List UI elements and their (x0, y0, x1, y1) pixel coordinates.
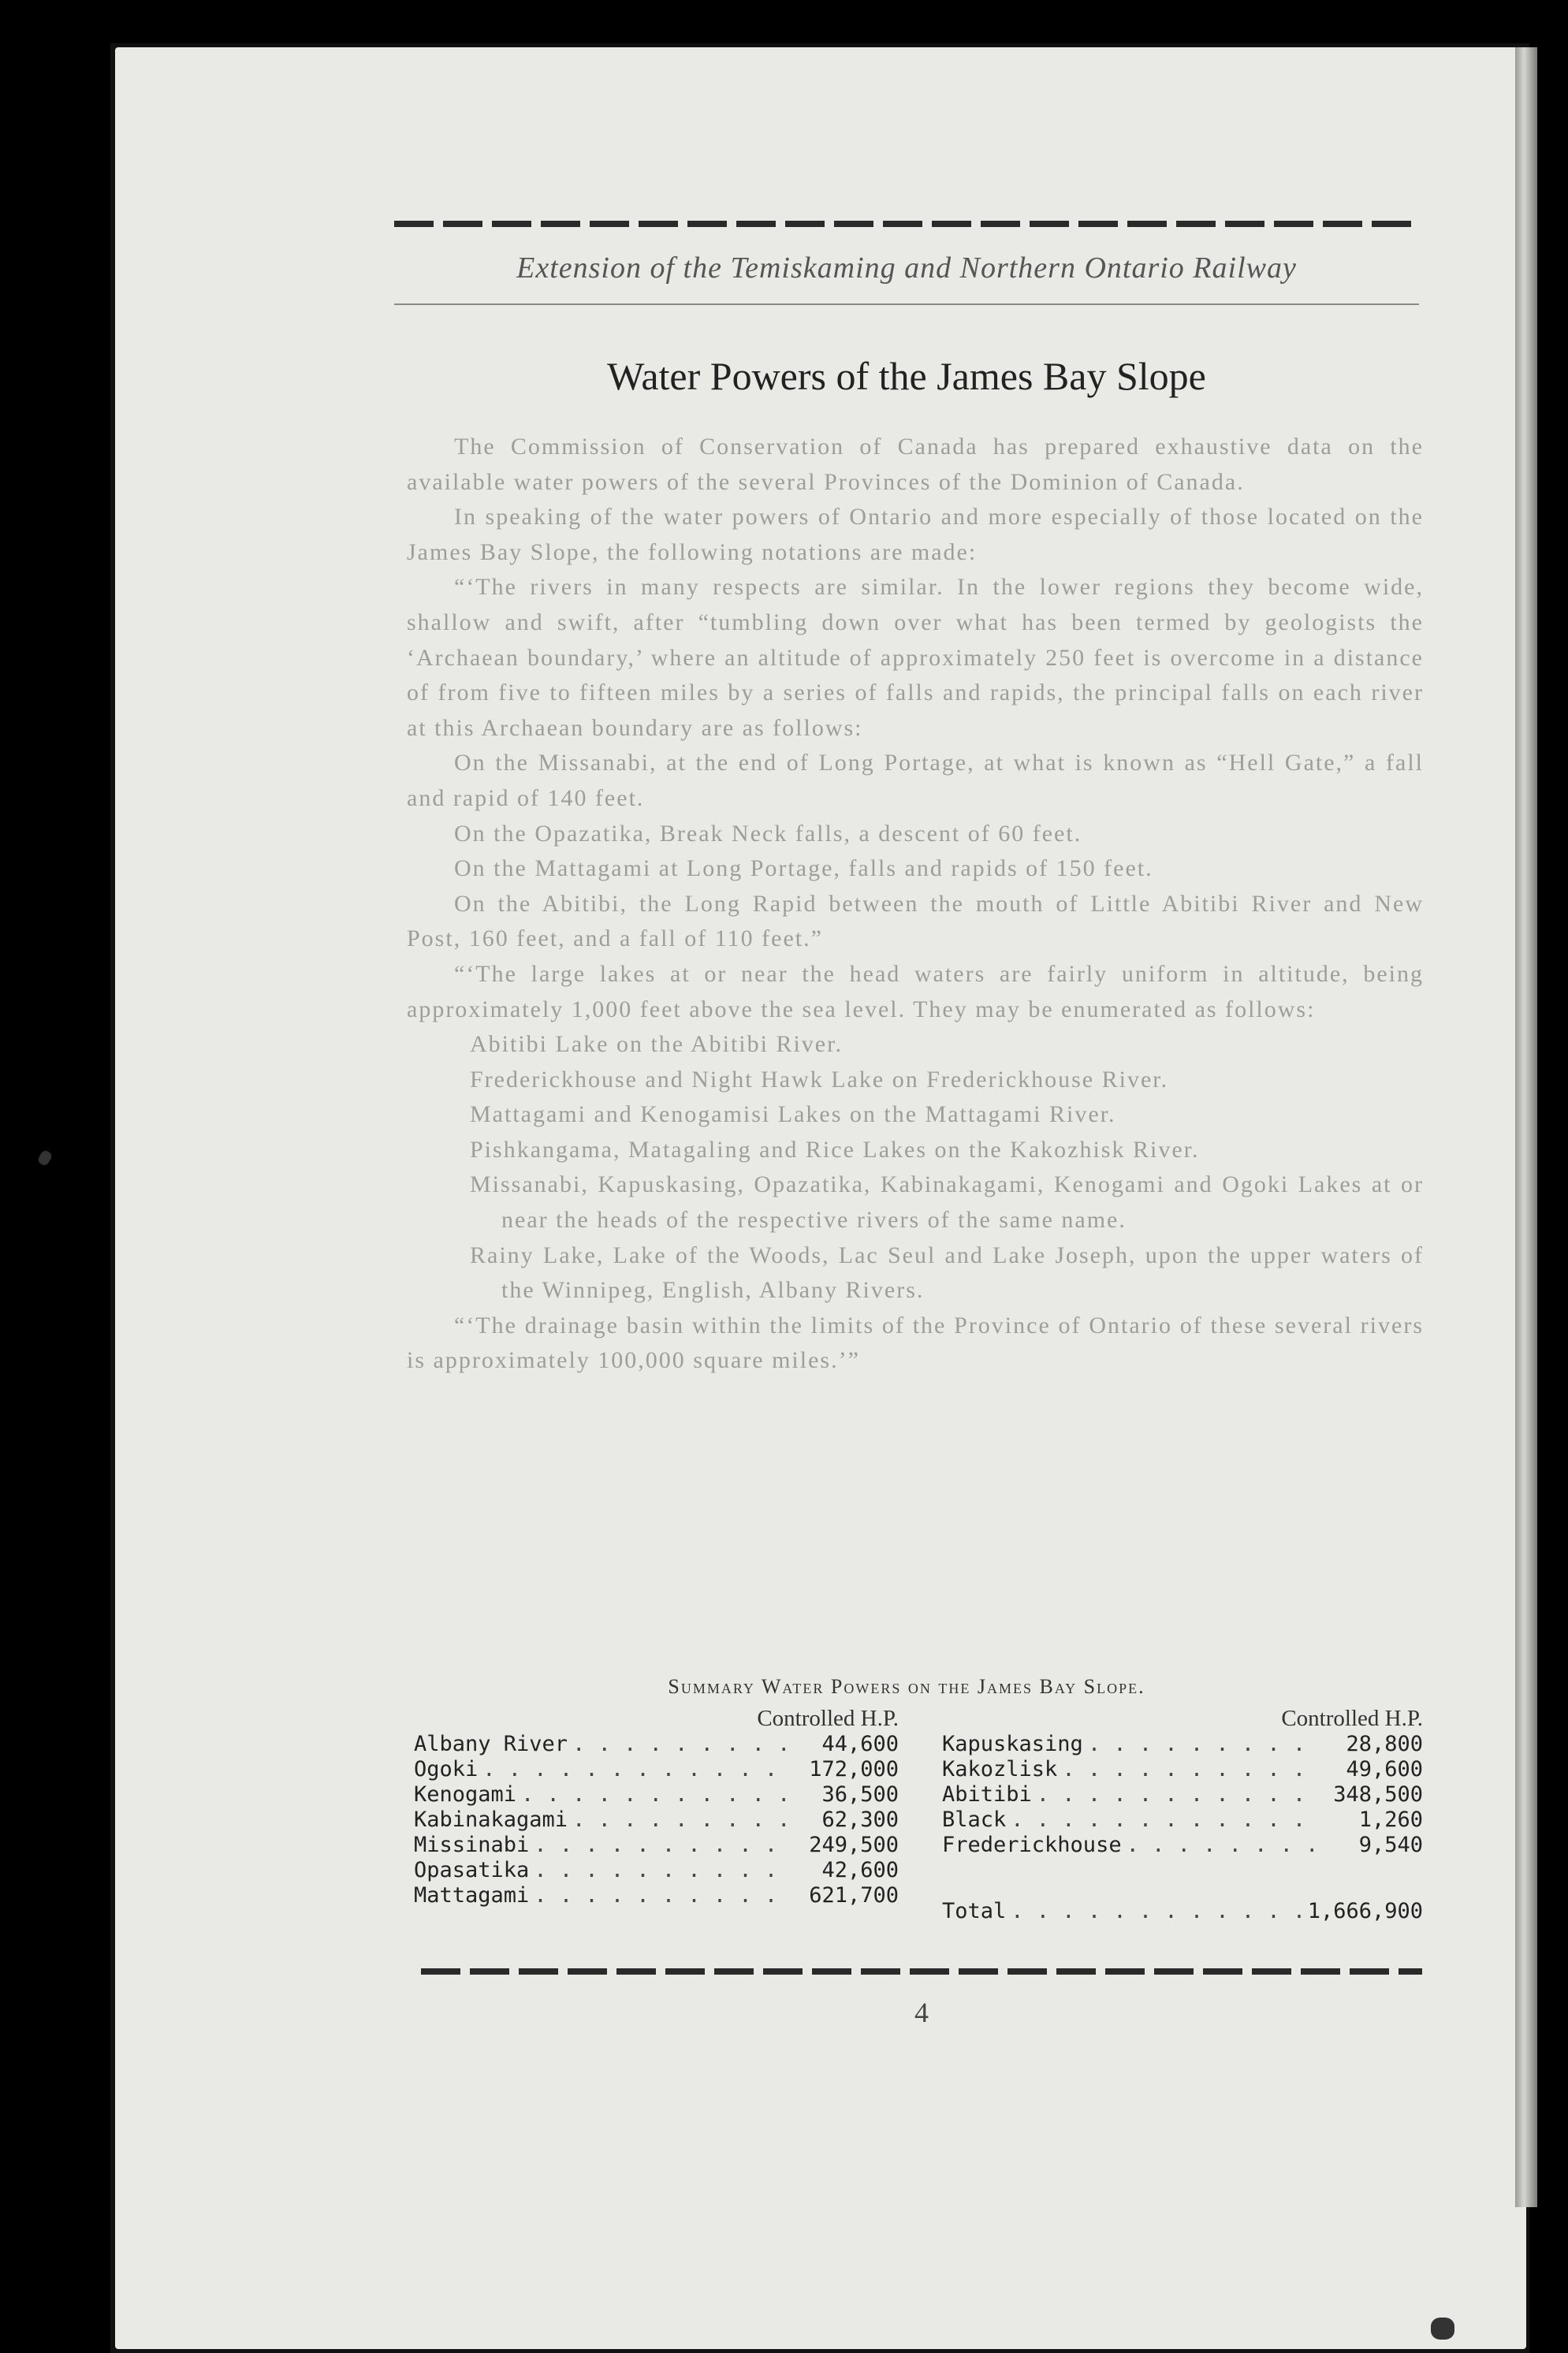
river-name: Kenogami (414, 1782, 517, 1807)
running-header: Extension of the Temiskaming and Northern Ontario Railway (516, 251, 1297, 285)
table-row (942, 1757, 1423, 1782)
table-row (942, 1782, 1423, 1808)
hp-value: 42,600 (821, 1858, 899, 1882)
river-name: Kapuskasing (942, 1732, 1083, 1756)
river-name: Abitibi (942, 1782, 1032, 1807)
bottom-decorative-rule (421, 1968, 1422, 1975)
hp-value: 1,260 (1358, 1808, 1423, 1832)
river-name: Black (942, 1808, 1007, 1832)
table-row (942, 1833, 1423, 1858)
river-name: Mattagami (414, 1883, 530, 1908)
table-row (414, 1808, 899, 1833)
table-row (942, 1808, 1423, 1833)
lake-list-item: Frederickhouse and Night Hawk Lake on Frederickhouse River. (470, 1066, 1169, 1093)
paragraph: On the Mattagami at Long Portage, falls and rapids of 150 feet. (454, 855, 1153, 882)
hp-value: 621,700 (809, 1883, 899, 1908)
hp-value: 49,600 (1346, 1757, 1423, 1782)
lake-list-item: Pishkangama, Matagaling and Rice Lakes on the Kakozhisk River. (470, 1136, 1200, 1163)
river-name: Albany River (414, 1732, 568, 1756)
summary-table-right (942, 1705, 1423, 1924)
table-row (414, 1757, 899, 1782)
hp-value: 9,540 (1358, 1833, 1423, 1857)
article-title: Water Powers of the James Bay Slope (607, 354, 1206, 398)
scan-speck (1431, 2318, 1454, 2340)
river-name: Frederickhouse (942, 1833, 1122, 1857)
hp-value: 249,500 (809, 1833, 899, 1857)
hp-value: 28,800 (1346, 1732, 1423, 1756)
paragraph: The Commission of Conservation of Canada has prepared exhaustive data on the available water powers of the several Provinces of the Dominion of Canada. (407, 434, 1424, 495)
column-header: Controlled H.P. (1281, 1706, 1423, 1731)
paragraph: “‘The large lakes at or near the head waters are fairly uniform in altitude, being approximately 1,000 feet above the sea level. They may be enumerated as follows: (407, 960, 1424, 1022)
hp-value: 172,000 (809, 1757, 899, 1782)
table-row (414, 1833, 899, 1858)
paragraph: On the Abitibi, the Long Rapid between the mouth of Little Abitibi River and New Post, 160 feet, and a fall of 110 feet.” (407, 890, 1424, 952)
top-decorative-rule (394, 221, 1419, 227)
river-name: Kakozlisk (942, 1757, 1058, 1782)
river-name: Missinabi (414, 1833, 530, 1857)
closing-paragraph: “‘The drainage basin within the limits of the Province of Ontario of these several rivers is approximately 100,000 square miles.’” (407, 1312, 1424, 1374)
paragraph: “‘The rivers in many respects are similar. In the lower regions they become wide, shallow and swift, after “tumbling down over what has been termed by geologists the ‘Archaean boundary,’ where an altitude of approximately 250 feet is overcome in a distance of from five to fifteen miles by a series of falls and rapids, the principal falls on each river at this Archaean boundary are as follows: (407, 574, 1424, 741)
lake-list-item: Abitibi Lake on the Abitibi River. (470, 1031, 843, 1058)
header-divider (394, 303, 1419, 305)
river-name: Opasatika (414, 1858, 530, 1882)
paragraph: In speaking of the water powers of Ontario and more especially of those located on the James Bay Slope, the following notations are made: (407, 504, 1424, 565)
summary-heading: Summary Water Powers on the James Bay Slope. (668, 1675, 1145, 1698)
table-row (414, 1858, 899, 1883)
scan-speck (36, 1149, 53, 1167)
table-row (414, 1782, 899, 1808)
article-body (407, 430, 1424, 1379)
total-value: 1,666,900 (1307, 1899, 1423, 1923)
table-row (942, 1732, 1423, 1757)
table-row (414, 1732, 899, 1757)
river-name: Kabinakagami (414, 1808, 568, 1832)
page-edge (1515, 47, 1537, 2207)
page-number: 4 (914, 1997, 929, 2028)
hp-value: 348,500 (1333, 1782, 1423, 1807)
total-label: Total (942, 1899, 1007, 1923)
lake-list-item: Rainy Lake, Lake of the Woods, Lac Seul and Lake Joseph, upon the upper waters of the Winnipeg, English, Albany Rivers. (470, 1242, 1424, 1304)
hp-value: 36,500 (821, 1782, 899, 1807)
summary-table-left (414, 1705, 899, 1908)
lake-list-item: Missanabi, Kapuskasing, Opazatika, Kabinakagami, Kenogami and Ogoki Lakes at or near the heads of the respective rivers of the same name. (470, 1171, 1424, 1234)
river-name: Ogoki (414, 1757, 479, 1782)
column-header: Controlled H.P. (757, 1706, 899, 1731)
hp-value: 44,600 (821, 1732, 899, 1756)
hp-value: 62,300 (821, 1808, 899, 1832)
table-row (414, 1883, 899, 1908)
total-row (942, 1899, 1423, 1924)
lake-list-item: Mattagami and Kenogamisi Lakes on the Mattagami River. (470, 1101, 1116, 1128)
paragraph: On the Opazatika, Break Neck falls, a descent of 60 feet. (454, 820, 1082, 847)
paragraph: On the Missanabi, at the end of Long Portage, at what is known as “Hell Gate,” a fall and rapid of 140 feet. (407, 750, 1424, 811)
